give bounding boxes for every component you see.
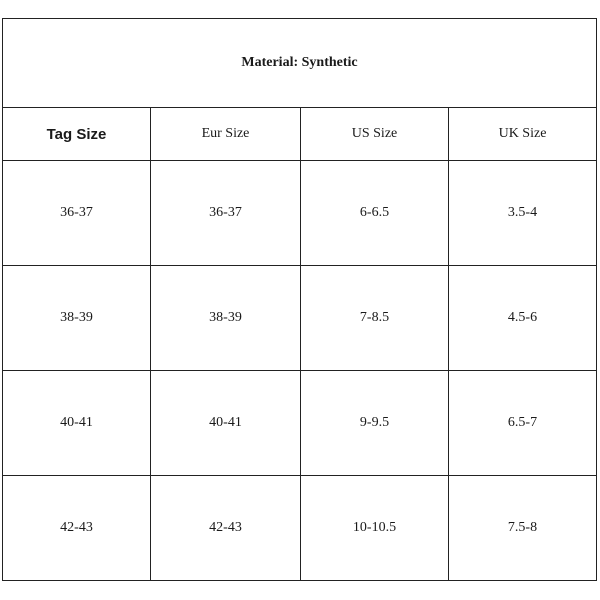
header-eur-size: Eur Size <box>151 108 301 161</box>
uk-size-cell: 7.5-8 <box>449 476 597 581</box>
table-row <box>3 266 597 371</box>
us-size-cell: 7-8.5 <box>301 266 449 371</box>
table-row <box>3 161 597 266</box>
tag-size-cell: 40-41 <box>3 371 151 476</box>
eur-size-cell: 38-39 <box>151 266 301 371</box>
us-size-cell: 6-6.5 <box>301 161 449 266</box>
tag-size-cell: 42-43 <box>3 476 151 581</box>
us-size-cell: 10-10.5 <box>301 476 449 581</box>
uk-size-cell: 4.5-6 <box>449 266 597 371</box>
material-title: Material: Synthetic <box>3 19 597 108</box>
eur-size-cell: 40-41 <box>151 371 301 476</box>
tag-size-cell: 36-37 <box>3 161 151 266</box>
header-row <box>3 108 597 161</box>
header-tag-size: Tag Size <box>3 108 151 161</box>
eur-size-cell: 42-43 <box>151 476 301 581</box>
header-us-size: US Size <box>301 108 449 161</box>
table-row <box>3 476 597 581</box>
size-chart-table <box>2 18 597 581</box>
title-row <box>3 19 597 108</box>
eur-size-cell: 36-37 <box>151 161 301 266</box>
us-size-cell: 9-9.5 <box>301 371 449 476</box>
uk-size-cell: 6.5-7 <box>449 371 597 476</box>
tag-size-cell: 38-39 <box>3 266 151 371</box>
uk-size-cell: 3.5-4 <box>449 161 597 266</box>
table-row <box>3 371 597 476</box>
header-uk-size: UK Size <box>449 108 597 161</box>
